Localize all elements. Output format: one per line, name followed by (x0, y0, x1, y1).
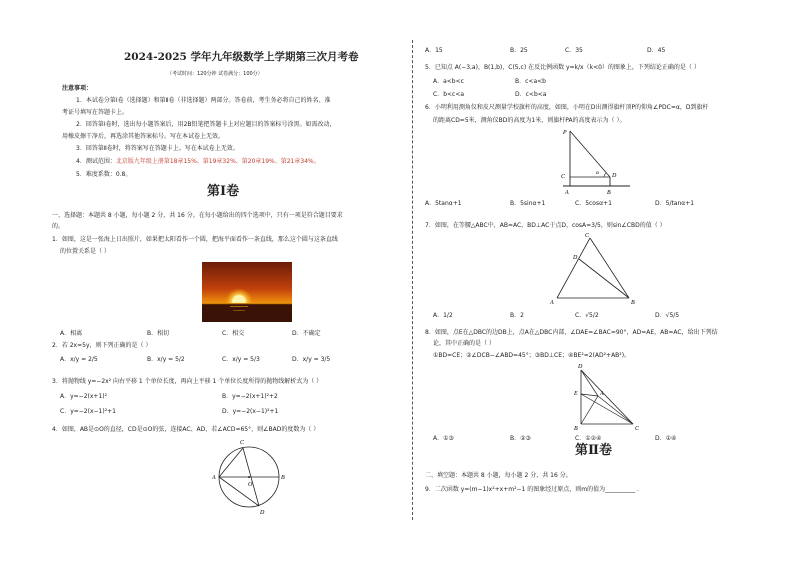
q8-segment-ec (581, 394, 633, 424)
q6-label-alpha: α (596, 170, 599, 176)
note-4-label: 4．测试范围： (76, 158, 116, 165)
q7-label-c: B (631, 300, 635, 306)
q8-option-b: B．②③ (510, 435, 531, 442)
q4-label-a: A (212, 475, 216, 481)
q3-option-b: B．y=−2(x+1)²+2 (222, 393, 278, 400)
q2-option-a: A．x/y = 2/5 (60, 356, 98, 363)
q1-stem-b: 的位置关系是（ ） (60, 248, 110, 255)
q8-option-d: D．①④ (655, 435, 677, 442)
q7-option-d: D．√5/5 (655, 312, 680, 319)
sunrise-photo (202, 262, 292, 322)
q8-option-a: A．①③ (433, 435, 454, 442)
q3-option-a: A．y=−2(x+1)² (60, 393, 108, 400)
q6-sightline-pd (570, 131, 610, 177)
q6-stem-a: 6．小明利用测角仪和皮尺测量学校旗杆的高度，如图，小明在D出测得旗杆顶P的仰角∠PDC=α，D到旗杆 (425, 104, 709, 111)
q7-altitude-bd (579, 259, 629, 298)
right-column (425, 40, 760, 520)
q8-conclusions: ①BD=CE；②∠DCB−∠ABD=45°；③BD⊥CE；④BE²=2(AD²+AB²)。 (433, 352, 631, 359)
note-4 (76, 158, 320, 165)
q7-label-d: D (573, 255, 578, 261)
q7-triangle-diagram (545, 232, 645, 310)
note-1a: 1．本试卷分第Ⅰ卷（选择题）和第Ⅱ卷（非选择题）两部分。答卷前，考生务必将自己的姓名、准 (76, 97, 331, 104)
q5-option-a: A．a<b<c (433, 78, 464, 85)
q4-option-a: A．15 (425, 47, 443, 54)
q1-option-c: C．相交 (222, 330, 245, 337)
q8-label-b: B (574, 426, 578, 432)
q1-option-d: D．不确定 (292, 330, 321, 337)
note-3: 3．回答第Ⅱ卷时，将答案写在答题卡上。写在本试卷上无效。 (76, 145, 239, 152)
q6-flagpole-diagram (560, 126, 640, 196)
exam-subtitle: （考试时间：120分钟 试卷满分：100分） (167, 71, 263, 77)
q7-stem: 7．如图，在等腰△ABC中，AB=AC，BD⊥AC于点D，cosA=3/5，则sin∠CBD的值（ ） (425, 222, 666, 229)
q8-label-d: D (578, 364, 583, 370)
q6-label-b: B (607, 190, 611, 196)
note-2a: 2．回答第Ⅰ卷时，选出每小题答案后，用2B铅笔把答题卡上对应题目的答案标号涂黑。如需改动， (76, 121, 336, 128)
note-4-value: 北京版九年级上册第18章15%、第19章32%、第20章19%、第21章34%。 (115, 158, 320, 165)
q3-option-d: D．y=−2(x−1)²+1 (222, 408, 279, 415)
notes-heading: 注意事项： (62, 85, 93, 92)
q6-option-b: B．5sinα+1 (510, 200, 546, 207)
q1-stem-a: 1．如图，这是一张海上日出照片，如果把太阳看作一个圆，把海平面看作一条直线，那么这个圆与这条直线 (52, 236, 338, 243)
q8-diagram (565, 362, 645, 432)
q7-side-ab (557, 238, 590, 298)
part2-heading: 第Ⅱ卷 (575, 443, 612, 458)
q4-label-b: B (281, 475, 285, 481)
part1-heading: 第Ⅰ卷 (207, 184, 240, 199)
q8-label-c: C (635, 426, 640, 432)
q3-stem: 3．将抛物线 y=−2x² 向右平移 1 个单位长度，再向上平移 1 个单位长度所得的抛物线解析式为（ ） (52, 378, 323, 385)
q7-label-b: A (550, 300, 554, 306)
q6-label-d: D (612, 173, 617, 179)
q8-segment-ca (598, 396, 633, 424)
q6-label-p: P (563, 130, 567, 136)
q2-option-d: D．x/y = 3/5 (292, 356, 331, 363)
q7-option-c: C．√5/2 (575, 312, 599, 319)
q2-option-c: C．x/y = 5/3 (222, 356, 260, 363)
q8-segment-da (581, 370, 598, 396)
q8-label-a: A (600, 391, 604, 397)
q4-circle-diagram (204, 435, 294, 515)
q6-option-d: D．5/tanα+1 (655, 200, 695, 207)
q7-side-ac (590, 238, 629, 298)
q5-stem: 5．已知点 A(−3,a)，B(1,b)，C(5,c) 在反比例函数 y=k/x（k<0）的图象上，下列结论正确的是（ ） (425, 64, 700, 71)
exam-title: 2024-2025 学年九年级数学上学期第三次月考卷 (124, 51, 359, 63)
q6-stem-b: 的距离CD=5米，测角仪BD的高度为1米，则旗杆PA的高度表示为（ ）。 (433, 117, 626, 124)
q6-angle-arc (604, 173, 606, 177)
q4-segment-ad (219, 477, 259, 506)
q8-stem-b: 论，其中正确的是（ ） (433, 340, 495, 347)
q2-stem: 2．若 2x=5y，则下列正确的是（ ） (52, 342, 152, 349)
q1-option-a: A．相离 (60, 330, 83, 337)
q5-option-d: D．c<b<a (515, 91, 547, 98)
part1-intro-b: 的。 (52, 223, 65, 230)
q1-option-b: B．相切 (147, 330, 170, 337)
q4-center-dot (248, 476, 250, 478)
q4-option-d: D．45 (647, 47, 666, 54)
q5-option-b: B．c<a<b (515, 78, 546, 85)
q4-stem: 4．如图，AB是⊙O的直径，CD是⊙O的弦，连接AC、AD，若∠ACD=65°，则∠BAD的度数为（ ） (52, 426, 320, 433)
part1-intro-a: 一、选择题：本题共 8 小题，每小题 2 分，共 16 分。在每小题给出的四个选项中，只有一项是符合题目要求 (52, 212, 343, 219)
q4-option-b: B．25 (510, 47, 528, 54)
q6-option-a: A．5tanα+1 (425, 200, 462, 207)
q8-option-c: C．①②④ (575, 435, 602, 442)
q8-segment-ba (581, 396, 598, 424)
q4-option-c: C．35 (565, 47, 583, 54)
q7-option-a: A．1/2 (433, 312, 453, 319)
q7-label-a: C (585, 233, 590, 239)
q4-label-o: O (248, 482, 253, 488)
column-divider (412, 40, 413, 520)
left-column (52, 40, 400, 520)
q8-stem-a: 8．如图，点E在△DBC的边DB上，点A在△DBC内部，∠DAE=∠BAC=90°，AD=AE，AB=AC，给出下列结 (425, 329, 718, 336)
note-1b: 考证号填写在答题卡上。 (62, 109, 129, 116)
part2-intro: 二、填空题：本题共 8 小题，每小题 2 分，共 16 分。 (425, 472, 572, 479)
q4-label-c: C (240, 440, 245, 446)
q6-option-c: C．5cosα+1 (575, 200, 612, 207)
q8-side-dc (581, 370, 633, 424)
q2-option-b: B．x/y = 5/2 (147, 356, 185, 363)
note-5: 5．难度系数：0.8。 (76, 171, 132, 178)
q9-stem: 9．二次函数 y=(m−1)x²+x+m²−1 的图象经过原点，则m的值为__________ ． (425, 486, 643, 493)
q6-label-c: C (561, 174, 566, 180)
q3-option-c: C．y=−2(x−1)²+1 (60, 408, 116, 415)
q8-label-e: E (574, 391, 578, 397)
note-2b: 用橡皮擦干净后，再选涂其他答案标号。写在本试卷上无效。 (62, 133, 225, 140)
q6-label-a: A (565, 190, 569, 196)
q5-option-c: C．b<c<a (433, 91, 465, 98)
q4-label-d: D (260, 510, 265, 515)
q7-option-b: B．2 (510, 312, 524, 319)
